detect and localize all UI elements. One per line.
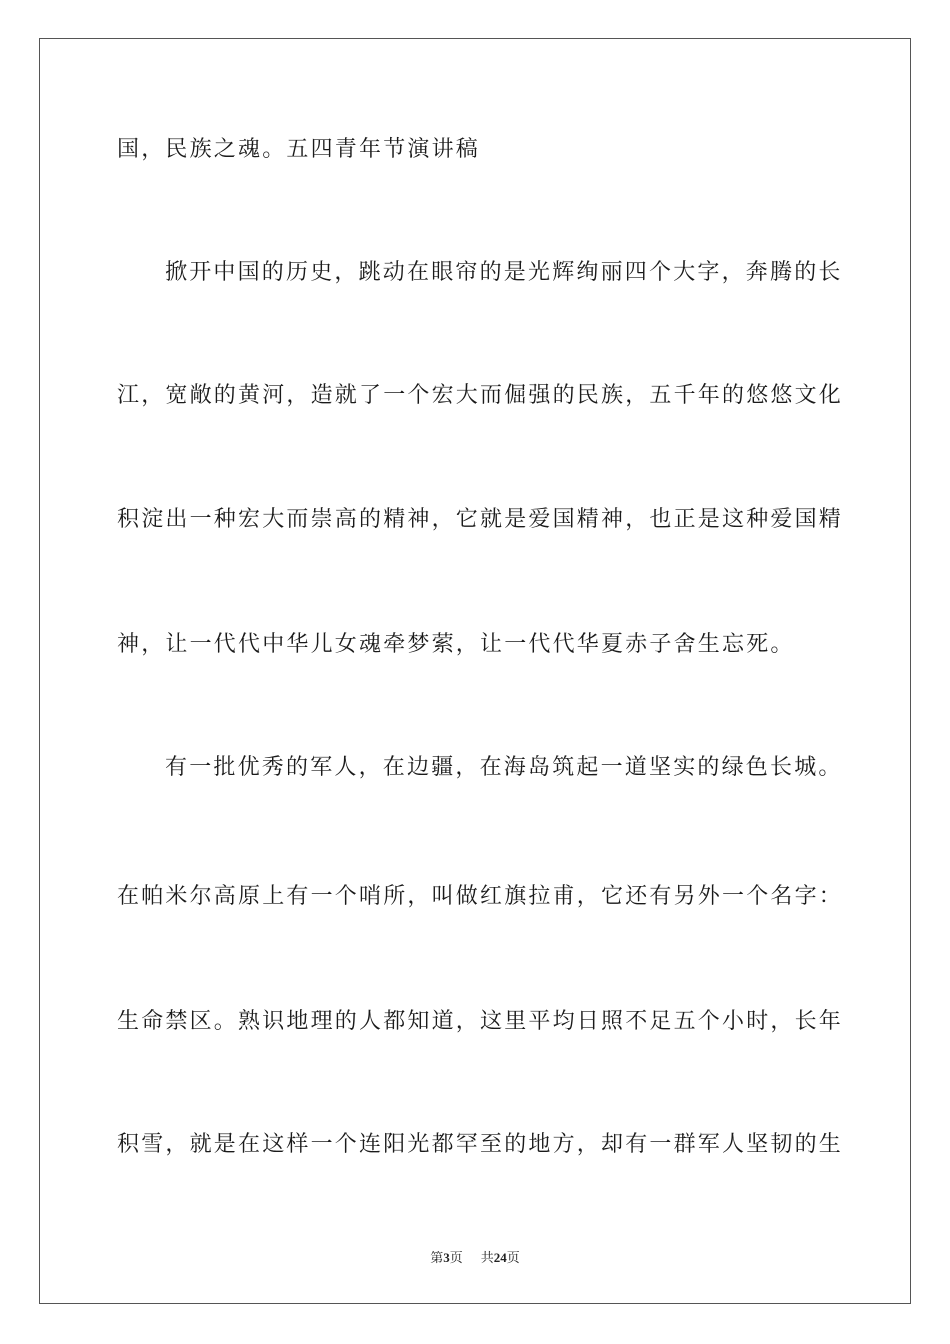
page-number: 3 <box>443 1250 450 1265</box>
text-line-3: 江，宽敞的黄河，造就了一个宏大而倔强的民族，五千年的悠悠文化 <box>117 383 844 408</box>
text-line-1: 国，民族之魂。五四青年节演讲稿 <box>117 137 481 162</box>
total-prefix: 共 <box>480 1251 494 1266</box>
text-line-4: 积淀出一种宏大而崇高的精神，它就是爱国精神，也正是这种爱国精 <box>117 507 844 532</box>
text-line-9: 积雪，就是在这样一个连阳光都罕至的地方，却有一群军人坚韧的生 <box>117 1132 844 1157</box>
text-line-6: 有一批优秀的军人，在边疆，在海岛筑起一道坚实的绿色长城。 <box>165 755 843 780</box>
text-line-5: 神，让一代代中华儿女魂牵梦萦，让一代代华夏赤子舍生忘死。 <box>117 632 795 657</box>
page-suffix: 页 <box>449 1251 463 1266</box>
page-prefix: 第 <box>430 1251 444 1266</box>
total-pages: 24 <box>493 1250 507 1265</box>
text-line-2: 掀开中国的历史，跳动在眼帘的是光辉绚丽四个大字，奔腾的长 <box>165 260 843 285</box>
text-line-7: 在帕米尔高原上有一个哨所，叫做红旗拉甫，它还有另外一个名字： <box>117 884 844 909</box>
total-suffix: 页 <box>506 1251 520 1266</box>
page-border <box>39 38 911 1304</box>
text-line-8: 生命禁区。熟识地理的人都知道，这里平均日照不足五个小时，长年 <box>117 1009 844 1034</box>
page-footer <box>0 1247 950 1266</box>
